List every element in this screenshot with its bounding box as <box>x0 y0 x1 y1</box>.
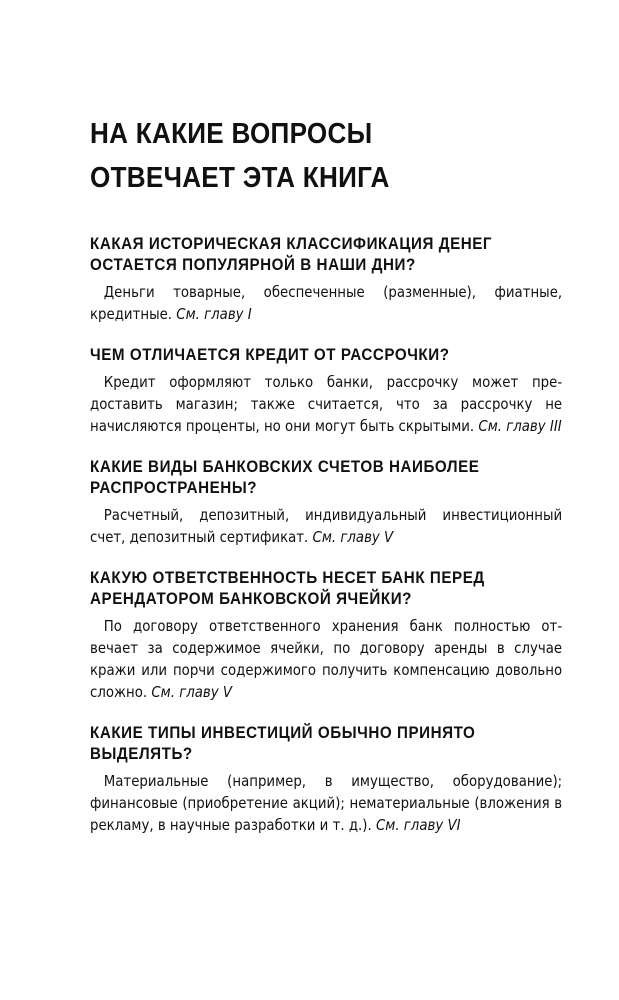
page-title-line-2: ОТВЕЧАЕТ ЭТА КНИГА <box>90 162 390 194</box>
qa-item-4 <box>90 568 562 703</box>
answer-2-text: Кредит оформляют только банки, рассрочку может предоставить магазин; также считается, что за рассрочку не начисляются проценты, но они могут быть скрытыми. <box>90 373 563 435</box>
answer-2 <box>90 371 562 437</box>
question-3 <box>90 457 559 499</box>
question-2-line-1: ЧЕМ ОТЛИЧАЕТСЯ КРЕДИТ ОТ РАССРОЧКИ? <box>90 346 450 364</box>
page-title-line-1: НА КАКИЕ ВОПРОСЫ <box>90 118 373 150</box>
qa-item-5 <box>90 723 562 836</box>
answer-1 <box>90 281 562 325</box>
qa-item-3 <box>90 457 562 548</box>
question-4-line-2: АРЕНДАТОРОМ БАНКОВСКОЙ ЯЧЕЙКИ? <box>90 590 412 608</box>
chapter-reference-1: См. главу I <box>176 305 252 323</box>
question-5-line-1: КАКИЕ ТИПЫ ИНВЕСТИЦИЙ ОБЫЧНО ПРИНЯТО <box>90 724 476 742</box>
answer-4-text: По договору ответственного хранения банк полностью отвечает за содержимое ячейки, по договору аренды в случае кражи или порчи содержимого получить компенсацию довольно сложно. <box>90 617 563 701</box>
answer-1-text: Деньги товарные, обеспеченные (разменные), фиатные, кредитные. <box>90 283 563 323</box>
question-1-line-2: ОСТАЕТСЯ ПОПУЛЯРНОЙ В НАШИ ДНИ? <box>90 256 416 274</box>
question-2 <box>90 345 559 366</box>
chapter-reference-4: См. главу V <box>151 683 233 701</box>
answer-5-text: Материальные (например, в имущество, оборудование); финансовые (приобретение акций); нематериальные (вложения в рекламу, в научные разработки и т. д.). <box>90 772 563 834</box>
page-title <box>90 112 558 200</box>
question-3-line-1: КАКИЕ ВИДЫ БАНКОВСКИХ СЧЕТОВ НАИБОЛЕЕ <box>90 458 480 476</box>
question-5-line-2: ВЫДЕЛЯТЬ? <box>90 745 193 763</box>
answer-4 <box>90 615 562 703</box>
question-1 <box>90 234 559 276</box>
question-4-line-1: КАКУЮ ОТВЕТСТВЕННОСТЬ НЕСЕТ БАНК ПЕРЕД <box>90 569 485 587</box>
chapter-reference-5: См. главу VI <box>375 816 461 834</box>
answer-3 <box>90 504 562 548</box>
question-4 <box>90 568 559 610</box>
chapter-reference-2: См. главу III <box>478 417 562 435</box>
book-page <box>90 112 562 856</box>
question-3-line-2: РАСПРОСТРАНЕНЫ? <box>90 479 258 497</box>
answer-3-text: Расчетный, депозитный, индивидуальный инвестиционный счет, депозитный сертификат. <box>90 506 563 546</box>
question-1-line-1: КАКАЯ ИСТОРИЧЕСКАЯ КЛАССИФИКАЦИЯ ДЕНЕГ <box>90 235 493 253</box>
chapter-reference-3: См. главу V <box>312 528 394 546</box>
question-5 <box>90 723 559 765</box>
qa-item-1 <box>90 234 562 325</box>
answer-5 <box>90 770 562 836</box>
qa-item-2 <box>90 345 562 437</box>
